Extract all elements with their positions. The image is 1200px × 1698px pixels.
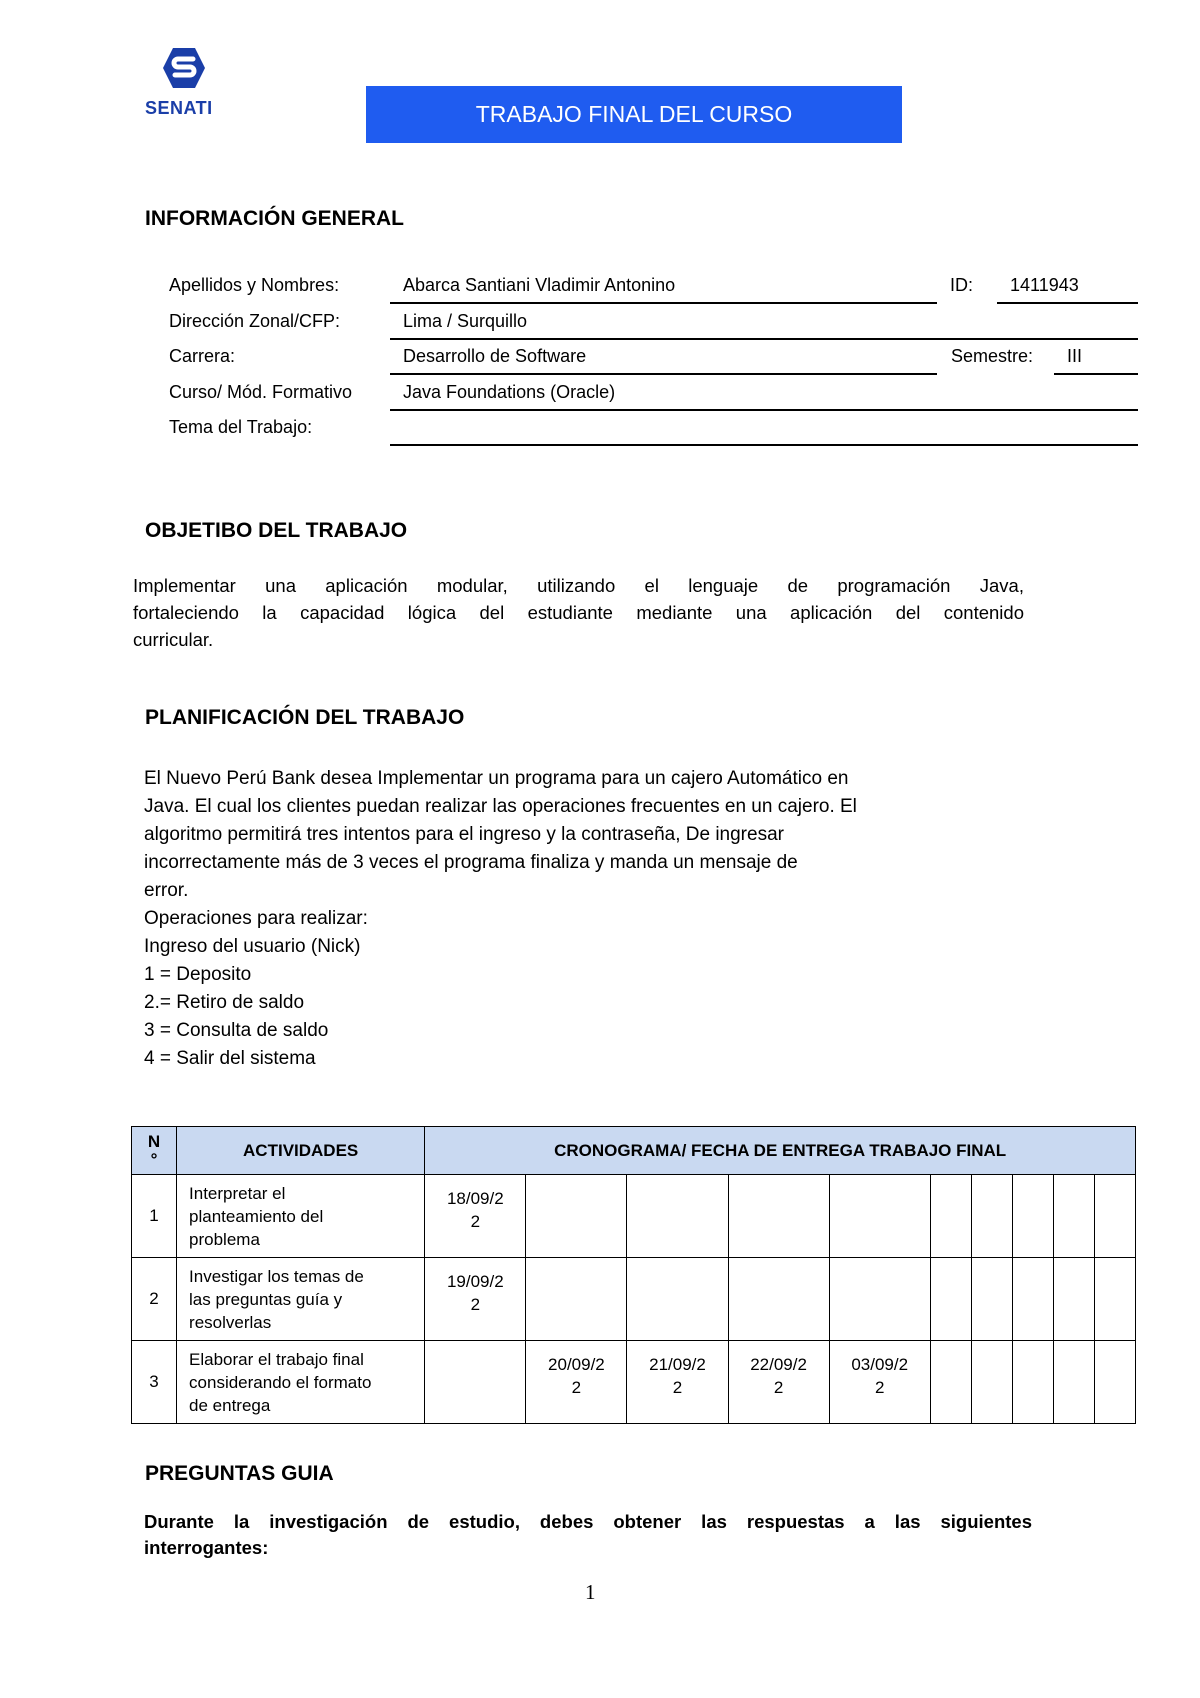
planning-line: algoritmo permitirá tres intentos para el ingreso y la contraseña, De ingresar: [144, 824, 784, 845]
empty-cell: [930, 1175, 971, 1258]
row-number: 2: [132, 1258, 177, 1341]
senati-logo-icon: [161, 46, 207, 90]
row-number: 1: [132, 1175, 177, 1258]
general-info-heading: INFORMACIÓN GENERAL: [145, 207, 404, 230]
planning-line: 1 = Deposito: [144, 964, 252, 985]
planning-line: El Nuevo Perú Bank desea Implementar un programa para un cajero Automático en: [144, 768, 849, 789]
empty-cell: [1012, 1258, 1053, 1341]
planning-text: [144, 765, 964, 1073]
empty-cell: [1094, 1258, 1135, 1341]
planning-line: 2.= Retiro de saldo: [144, 992, 305, 1013]
empty-cell: [971, 1175, 1012, 1258]
career-label: Carrera:: [169, 346, 236, 366]
date-cell: [526, 1175, 627, 1258]
date-cell: [425, 1341, 526, 1424]
empty-cell: [1053, 1341, 1094, 1424]
planning-line: Java. El cual los clientes puedan realizar las operaciones frecuentes en un cajero. El: [144, 796, 857, 817]
planning-line: error.: [144, 880, 189, 901]
course-value: Java Foundations (Oracle): [403, 382, 616, 402]
date-cell: 19/09/2 2: [425, 1258, 526, 1341]
objective-line-3: curricular.: [133, 629, 214, 650]
date-cell: [728, 1175, 829, 1258]
semester-label: Semestre:: [951, 346, 1034, 366]
planning-heading: PLANIFICACIÓN DEL TRABAJO: [145, 706, 465, 729]
planning-line: Ingreso del usuario (Nick): [144, 936, 361, 957]
date-cell: 18/09/2 2: [425, 1175, 526, 1258]
empty-cell: [971, 1258, 1012, 1341]
objective-line-1: Implementar una aplicación modular, utilizando el lenguaje de programación Java,: [133, 575, 1024, 596]
name-underline: [390, 302, 937, 304]
header-activities: ACTIVIDADES: [177, 1127, 425, 1175]
date-cell: [829, 1258, 930, 1341]
date-cell: [526, 1258, 627, 1341]
planning-line: Operaciones para realizar:: [144, 908, 368, 929]
row-activity: Investigar los temas de las preguntas guía y resolverlas: [177, 1258, 425, 1341]
date-cell: [627, 1175, 728, 1258]
page-number: 1: [585, 1580, 596, 1604]
topic-underline: [390, 444, 1138, 446]
id-value: 1411943: [1010, 275, 1079, 295]
course-underline: [390, 409, 1138, 411]
date-cell: 21/09/2 2: [627, 1341, 728, 1424]
semester-underline: [1054, 373, 1138, 375]
course-label: Curso/ Mód. Formativo: [169, 382, 353, 402]
questions-intro-line-1: Durante la investigación de estudio, debes obtener las respuestas a las siguientes: [144, 1511, 1032, 1532]
zone-label: Dirección Zonal/CFP:: [169, 311, 341, 331]
zone-value: Lima / Surquillo: [403, 311, 528, 331]
id-underline: [997, 302, 1138, 304]
empty-cell: [1094, 1175, 1135, 1258]
date-cell: 22/09/2 2: [728, 1341, 829, 1424]
date-cell: [627, 1258, 728, 1341]
objective-line-2: fortaleciendo la capacidad lógica del estudiante mediante una aplicación del contenido: [133, 602, 1024, 623]
schedule-table: [131, 1126, 1136, 1424]
name-label: Apellidos y Nombres:: [169, 275, 340, 295]
table-row: [132, 1258, 1136, 1341]
career-value: Desarrollo de Software: [403, 346, 587, 366]
planning-line: 3 = Consulta de saldo: [144, 1020, 329, 1041]
empty-cell: [1053, 1175, 1094, 1258]
zone-underline: [390, 338, 1138, 340]
empty-cell: [1012, 1175, 1053, 1258]
header-number: N °: [132, 1127, 177, 1175]
objective-heading: OBJETIBO DEL TRABAJO: [145, 519, 408, 542]
name-value: Abarca Santiani Vladimir Antonino: [403, 275, 676, 295]
table-row: [132, 1341, 1136, 1424]
date-cell: 20/09/2 2: [526, 1341, 627, 1424]
row-number: 3: [132, 1341, 177, 1424]
row-activity: Elaborar el trabajo final considerando el formato de entrega: [177, 1341, 425, 1424]
date-cell: [829, 1175, 930, 1258]
semester-value: III: [1067, 346, 1083, 366]
empty-cell: [930, 1341, 971, 1424]
questions-heading: PREGUNTAS GUIA: [145, 1462, 334, 1485]
planning-line: 4 = Salir del sistema: [144, 1048, 316, 1069]
date-cell: 03/09/2 2: [829, 1341, 930, 1424]
empty-cell: [1094, 1341, 1135, 1424]
page-title-banner: TRABAJO FINAL DEL CURSO: [366, 86, 902, 143]
header-schedule: CRONOGRAMA/ FECHA DE ENTREGA TRABAJO FINAL: [425, 1127, 1136, 1175]
empty-cell: [930, 1258, 971, 1341]
logo-text: SENATI: [145, 98, 213, 118]
empty-cell: [971, 1341, 1012, 1424]
schedule-header-row: [132, 1127, 1136, 1175]
date-cell: [728, 1258, 829, 1341]
table-row: [132, 1175, 1136, 1258]
empty-cell: [1012, 1341, 1053, 1424]
questions-intro-line-2: interrogantes:: [144, 1537, 269, 1558]
topic-label: Tema del Trabajo:: [169, 417, 313, 437]
planning-line: incorrectamente más de 3 veces el programa finaliza y manda un mensaje de: [144, 852, 798, 873]
career-underline: [390, 373, 937, 375]
empty-cell: [1053, 1258, 1094, 1341]
row-activity: Interpretar el planteamiento del problema: [177, 1175, 425, 1258]
id-label: ID:: [950, 275, 974, 295]
